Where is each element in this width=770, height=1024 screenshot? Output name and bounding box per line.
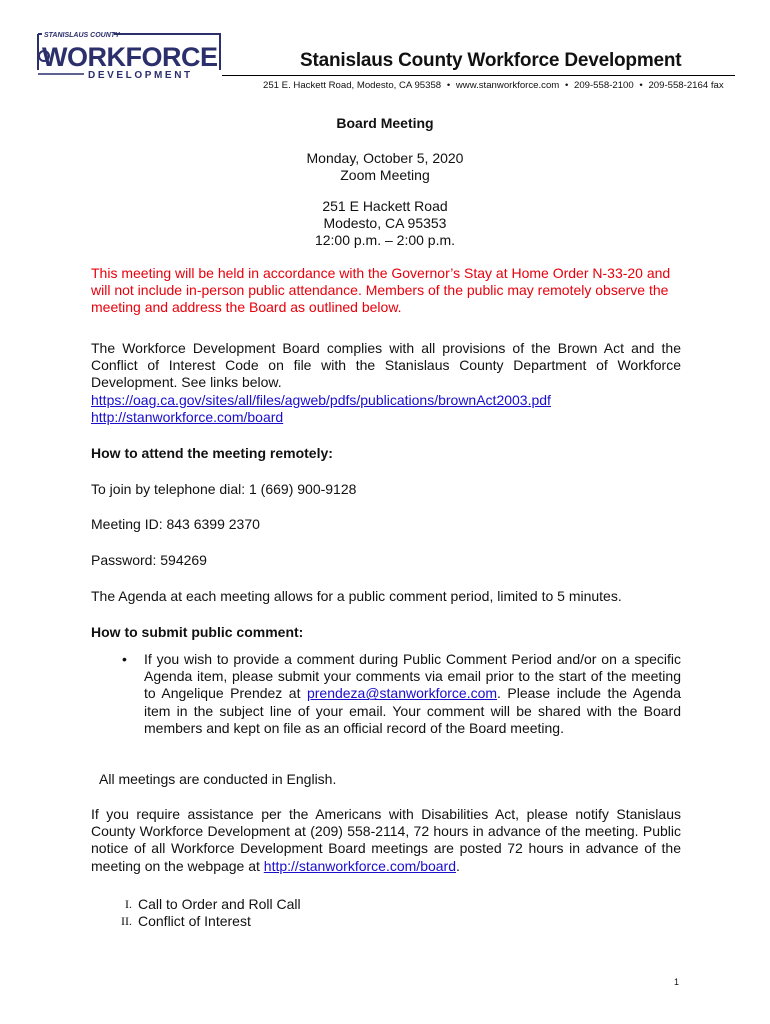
list-item: [118, 651, 681, 737]
meeting-city: Modesto, CA 95353: [323, 215, 447, 231]
comment-heading: How to submit public comment:: [91, 624, 304, 640]
contact-website: www.stanworkforce.com: [455, 80, 560, 91]
brown-act-link[interactable]: https://oag.ca.gov/sites/all/files/agweb/pdfs/publications/brownAct2003.pdf: [91, 391, 551, 408]
board-link[interactable]: http://stanworkforce.com/board: [91, 408, 284, 425]
contact-separator: •: [639, 80, 643, 91]
comment-bullet-list: [118, 651, 681, 737]
attend-heading: How to attend the meeting remotely:: [91, 445, 333, 461]
ada-paragraph: [91, 806, 681, 875]
meeting-time: 12:00 p.m. – 2:00 p.m.: [314, 232, 456, 248]
page-number: 1: [674, 977, 680, 987]
meeting-date-block: [0, 150, 770, 184]
agenda-item: [106, 913, 301, 930]
bullet-icon: •: [122, 651, 127, 667]
workforce-logo: [34, 30, 224, 80]
meeting-id-line: Meeting ID: 843 6399 2370: [91, 516, 260, 532]
ada-text: If you require assistance per the Americans with Disabilities Act, please notify Stanislaus County Workforce Development at (209) 558-2114, 72 hours in advance of the meeting. Public notice of all Workforce Development Board meetings are posted 72 hours in advance of the meeting on the webpage at: [91, 806, 681, 874]
compliance-paragraph: [91, 340, 681, 426]
contact-phone: 209-558-2100: [573, 80, 634, 91]
meeting-date: Monday, October 5, 2020: [306, 150, 464, 166]
stay-at-home-notice: This meeting will be held in accordance with the Governor’s Stay at Home Order N-33-20 and will not include in-person public attendance. Members of the public may remotely observe the meeting and address the Board as outlined below.: [91, 265, 671, 316]
header-divider: [222, 75, 735, 76]
language-note: All meetings are conducted in English.: [99, 771, 337, 787]
bullet-text-before: If you wish to provide a comment during Public Comment Period and/or on a specific Agenda item, please submit your comments via email prior to the start of the meeting to Angelique Prendez at: [144, 651, 681, 702]
ada-text-end: .: [456, 857, 460, 874]
agenda-item-label: Call to Order and Roll Call: [138, 896, 301, 912]
compliance-text: The Workforce Development Board complies with all provisions of the Brown Act and the Conflict of Interest Code on file with the Stanislaus County Department of Workforce Development. See links below.: [91, 340, 681, 391]
password-line: Password: 594269: [91, 552, 207, 568]
ada-board-link[interactable]: http://stanworkforce.com/board: [263, 857, 456, 874]
meeting-venue: Zoom Meeting: [340, 167, 430, 183]
contact-separator: •: [446, 80, 451, 91]
phone-dial-line: To join by telephone dial: 1 (669) 900-9128: [91, 481, 357, 497]
agenda-item: [106, 896, 301, 913]
agenda-comment-note: The Agenda at each meeting allows for a public comment period, limited to 5 minutes.: [91, 588, 622, 604]
bullet-text-after: . Please include the Agenda item in the subject line of your email. Your comment will be shared with the Board members and kept on file as an official record of the Board meeting.: [144, 685, 681, 736]
email-link[interactable]: prendeza@stanworkforce.com: [306, 685, 498, 702]
logo-main-text: WORKFORCE: [42, 42, 218, 72]
workforce-logo-graphic: [34, 30, 224, 80]
agenda-list: [106, 896, 301, 930]
agenda-item-label: Conflict of Interest: [138, 913, 251, 929]
contact-fax: 209-558-2164 fax: [648, 80, 724, 91]
agenda-item-number: II.: [121, 914, 132, 928]
logo-sub-text: DEVELOPMENT: [88, 70, 193, 80]
contact-separator: •: [564, 80, 569, 91]
logo-top-text: STANISLAUS COUNTY: [44, 32, 120, 39]
meeting-address-block: [0, 198, 770, 249]
meeting-street: 251 E Hackett Road: [322, 198, 448, 214]
meeting-title: Board Meeting: [336, 115, 434, 131]
contact-line: [263, 80, 724, 91]
contact-address: 251 E. Hackett Road, Modesto, CA 95358: [263, 80, 442, 91]
agenda-item-number: I.: [125, 897, 132, 911]
org-title: Stanislaus County Workforce Development: [300, 50, 682, 71]
